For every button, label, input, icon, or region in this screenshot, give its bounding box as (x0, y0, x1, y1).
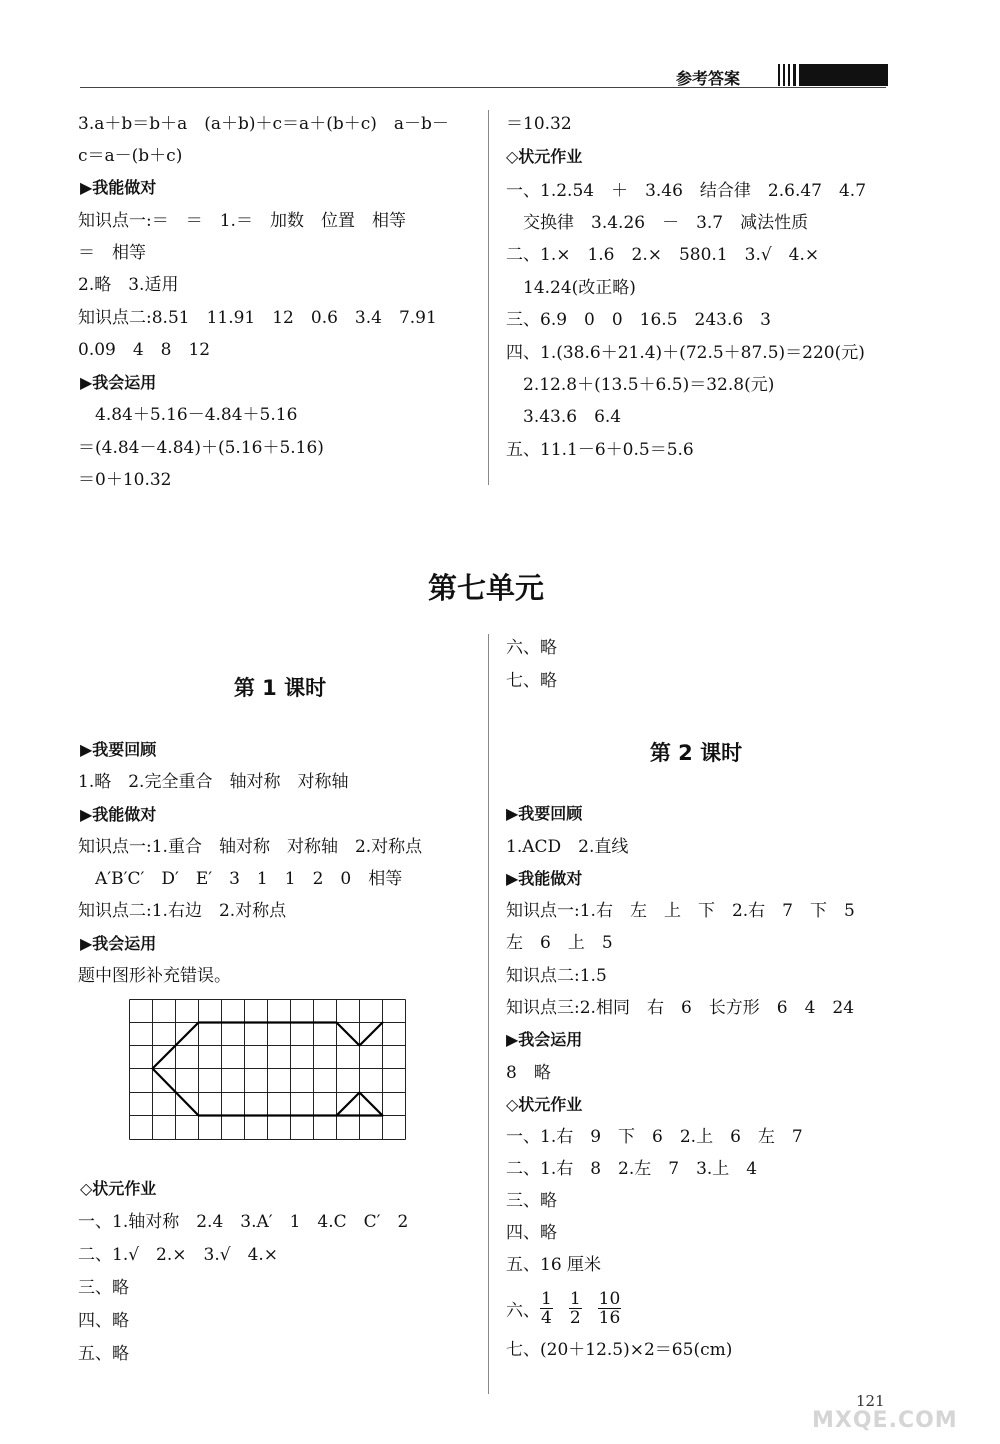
text-line: 五、11.1－6＋0.5＝5.6 (506, 440, 694, 460)
unit-title: 第七单元 (427, 571, 544, 605)
text-line: A′B′C′ D′ E′ 3 1 1 2 0 相等 (78, 869, 403, 889)
text-line: 题中图形补充错误。 (78, 966, 231, 986)
text-line: 五、16 厘米 (506, 1255, 602, 1275)
text-line: 一、1.右 9 下 6 2.上 6 左 7 (506, 1127, 803, 1147)
text-line: 六、略 (506, 638, 557, 658)
text-line: 知识点一:1.重合 轴对称 对称轴 2.对称点 (78, 837, 423, 857)
section-heading: ▶我能做对 (80, 178, 157, 197)
text-line: 1.略 2.完全重合 轴对称 对称轴 (78, 772, 349, 792)
text-line: 一、1.2.54 ＋ 3.46 结合律 2.6.47 4.7 (506, 181, 867, 201)
text-line: 0.09 4 8 12 (78, 340, 211, 360)
text-line: 14.24(改正略) (506, 278, 636, 298)
fraction (569, 1290, 582, 1327)
text-line: 七、略 (506, 671, 557, 691)
fraction-denominator: 16 (598, 1307, 621, 1328)
fraction-numerator: 10 (598, 1288, 621, 1309)
text-line: 四、略 (506, 1223, 557, 1243)
text-line: 4.84＋5.16－4.84＋5.16 (78, 405, 298, 425)
text-line: 五、略 (78, 1344, 129, 1364)
section-heading: ▶我要回顾 (80, 740, 157, 759)
header-stripes (778, 64, 888, 86)
text-line: 3.a＋b＝b＋a (a＋b)＋c＝a＋(b＋c) a－b－ (78, 114, 449, 134)
section-heading: ◇状元作业 (506, 147, 583, 166)
fraction (540, 1290, 553, 1327)
q6-label: 六、 (506, 1300, 540, 1321)
watermark-text: MXQE.COM (812, 1408, 958, 1433)
text-line: 交换律 3.4.26 － 3.7 减法性质 (506, 213, 809, 233)
text-line: ＝ 相等 (78, 243, 146, 263)
section-heading: ◇状元作业 (80, 1179, 157, 1198)
header-rule (80, 87, 886, 88)
fraction-numerator: 1 (541, 1288, 552, 1309)
text-line: 知识点三:2.相同 右 6 长方形 6 4 24 (506, 998, 855, 1018)
text-line: 知识点一:1.右 左 上 下 2.右 7 下 5 (506, 901, 855, 921)
text-line: ＝10.32 (506, 114, 572, 134)
text-line: 2.12.8＋(13.5＋6.5)＝32.8(元) (506, 375, 775, 395)
symmetry-grid-figure (129, 999, 411, 1141)
text-line: 知识点二:8.51 11.91 12 0.6 3.4 7.91 (78, 308, 437, 328)
text-line: 二、1.右 8 2.左 7 3.上 4 (506, 1159, 758, 1179)
text-line: ＝(4.84－4.84)＋(5.16＋5.16) (78, 438, 324, 458)
page-number: 121 (856, 1392, 885, 1410)
text-line: 知识点二:1.5 (506, 966, 607, 986)
fraction-denominator: 2 (569, 1307, 581, 1328)
lesson-title-1: 第 1 课时 (233, 676, 327, 700)
watermark-logo (812, 1378, 988, 1438)
text-line: 8 略 (506, 1063, 551, 1083)
text-line: 知识点一:＝ ＝ 1.＝ 加数 位置 相等 (78, 211, 406, 231)
section-heading: ▶我能做对 (80, 805, 157, 824)
text-line: 三、略 (506, 1191, 557, 1211)
section-heading: ▶我会运用 (80, 934, 157, 953)
section-heading: ▶我能做对 (506, 869, 583, 888)
header-title: 参考答案 (676, 69, 741, 88)
text-line: 二、1.√ 2.× 3.√ 4.× (78, 1245, 279, 1265)
text-line: 3.43.6 6.4 (506, 407, 622, 427)
section-heading: ▶我要回顾 (506, 804, 583, 823)
fraction-numerator: 1 (569, 1288, 581, 1309)
text-line: 左 6 上 5 (506, 933, 613, 953)
q6-fractions-row (506, 1288, 637, 1328)
text-line: ＝0＋10.32 (78, 470, 172, 490)
lesson-title-2: 第 2 课时 (649, 741, 743, 765)
section-heading: ▶我会运用 (506, 1030, 583, 1049)
section-heading: ▶我会运用 (80, 373, 157, 392)
text-line: 四、略 (78, 1311, 129, 1331)
text-line: 二、1.× 1.6 2.× 580.1 3.√ 4.× (506, 245, 820, 265)
column-divider-top (488, 110, 489, 485)
text-line: 一、1.轴对称 2.4 3.A′ 1 4.C C′ 2 (78, 1212, 409, 1232)
fraction-denominator: 4 (541, 1307, 552, 1328)
text-line: 1.ACD 2.直线 (506, 837, 629, 857)
text-line: 知识点二:1.右边 2.对称点 (78, 901, 287, 921)
text-line: 四、1.(38.6＋21.4)＋(72.5＋87.5)＝220(元) (506, 343, 865, 363)
text-line: c＝a－(b＋c) (78, 146, 183, 166)
text-line: 三、略 (78, 1278, 129, 1298)
text-line: 2.略 3.适用 (78, 275, 179, 295)
section-heading: ◇状元作业 (506, 1095, 583, 1114)
column-divider-bottom (488, 634, 489, 1394)
text-line: 三、6.9 0 0 16.5 243.6 3 (506, 310, 772, 330)
text-line: 七、(20＋12.5)×2＝65(cm) (506, 1340, 733, 1360)
fraction (598, 1290, 622, 1327)
